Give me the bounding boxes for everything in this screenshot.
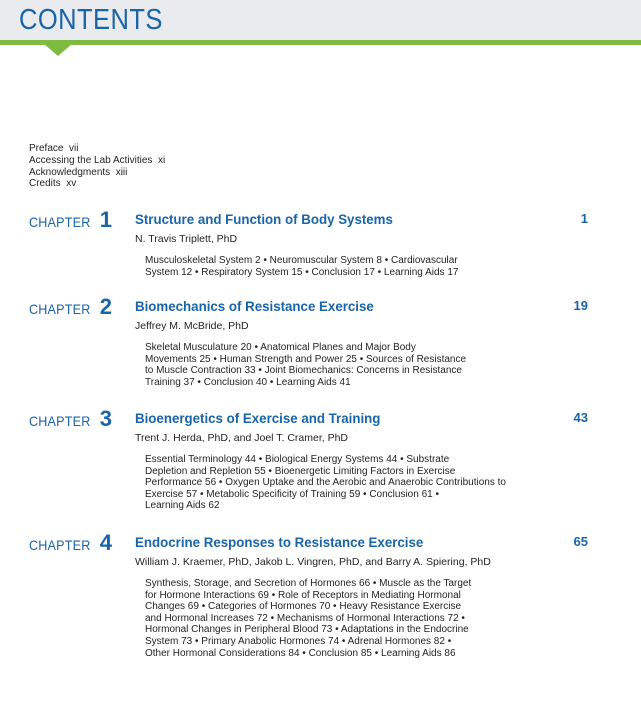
topic-line: Hormonal Changes in Peripheral Blood 73 • Adaptations in the Endocrine xyxy=(145,624,469,636)
topic-line: for Hormone Interactions 69 • Role of Receptors in Mediating Hormonal xyxy=(145,589,461,601)
chapter-label xyxy=(29,530,112,556)
topic-line: Training 37 • Conclusion 40 • Learning Aids 41 xyxy=(145,376,351,388)
topic-line: Skeletal Musculature 20 • Anatomical Planes and Major Body xyxy=(145,342,416,353)
chapter-page-number[interactable]: 43 xyxy=(573,410,588,425)
front-matter-list xyxy=(29,143,165,190)
chapter-title[interactable]: Bioenergetics of Exercise and Training xyxy=(135,410,381,426)
chapter-page-number[interactable]: 65 xyxy=(573,534,588,549)
chapter-authors: Jeffrey M. McBride, PhD xyxy=(135,320,249,332)
topic-line: Performance 56 • Oxygen Uptake and the Aerobic and Anaerobic Contributions to xyxy=(145,477,506,489)
chapter-page-number[interactable]: 1 xyxy=(580,211,588,226)
topic-line: Musculoskeletal System 2 • Neuromuscular System 8 • Cardiovascular xyxy=(145,255,458,266)
topic-line: Changes 69 • Categories of Hormones 70 • Heavy Resistance Exercise xyxy=(145,601,462,613)
topic-line: to Muscle Contraction 33 • Joint Biomechanics: Concerns in Resistance xyxy=(145,365,462,377)
chapter-number: 3 xyxy=(99,406,112,431)
front-matter-item-preface[interactable]: Preface vii xyxy=(29,143,79,154)
topic-line: Movements 25 • Human Strength and Power 25 • Sources of Resistance xyxy=(145,353,467,365)
chapter-word: CHAPTER xyxy=(29,214,91,230)
chapter-title[interactable]: Biomechanics of Resistance Exercise xyxy=(135,298,374,314)
chapter-label xyxy=(29,294,112,320)
chapter-word: CHAPTER xyxy=(29,301,91,317)
topic-line: Essential Terminology 44 • Biological Energy Systems 44 • Substrate xyxy=(145,454,450,465)
chapter-authors: N. Travis Triplett, PhD xyxy=(135,233,238,245)
chapter-topics xyxy=(145,255,570,278)
topic-line: Exercise 57 • Metabolic Specificity of Training 59 • Conclusion 61 • xyxy=(145,488,439,500)
topic-line: Depletion and Repletion 55 • Bioenergetic Limiting Factors in Exercise xyxy=(145,465,456,477)
header-notch-triangle xyxy=(44,44,72,56)
contents-header-band xyxy=(0,0,641,40)
chapter-topics xyxy=(145,342,570,388)
chapter-title[interactable]: Structure and Function of Body Systems xyxy=(135,211,393,227)
topic-line: Learning Aids 62 xyxy=(145,500,220,512)
chapter-word: CHAPTER xyxy=(29,537,91,553)
chapter-topics xyxy=(145,454,570,512)
topic-line: Other Hormonal Considerations 84 • Conclusion 85 • Learning Aids 86 xyxy=(145,647,456,659)
chapter-topics xyxy=(145,578,570,659)
chapter-word: CHAPTER xyxy=(29,413,91,429)
front-matter-item-lab-activities[interactable]: Accessing the Lab Activities xi xyxy=(29,154,166,166)
chapter-label xyxy=(29,207,112,233)
topic-line: System 73 • Primary Anabolic Hormones 74 • Adrenal Hormones 82 • xyxy=(145,635,452,647)
topic-line: and Hormonal Increases 72 • Mechanisms of Hormonal Interactions 72 • xyxy=(145,612,465,624)
chapter-authors: Trent J. Herda, PhD, and Joel T. Cramer, PhD xyxy=(135,432,349,444)
chapter-label xyxy=(29,406,112,432)
chapter-number: 1 xyxy=(99,207,112,232)
front-matter-item-acknowledgments[interactable]: Acknowledgments xiii xyxy=(29,166,128,178)
front-matter-item-credits[interactable]: Credits xv xyxy=(29,178,77,190)
header-accent-bar xyxy=(0,40,641,45)
chapter-number: 4 xyxy=(99,530,112,555)
chapter-number: 2 xyxy=(99,294,112,319)
topic-line: Synthesis, Storage, and Secretion of Hormones 66 • Muscle as the Target xyxy=(145,578,472,589)
topic-line: System 12 • Respiratory System 15 • Conclusion 17 • Learning Aids 17 xyxy=(145,266,459,278)
chapter-page-number[interactable]: 19 xyxy=(573,298,588,313)
chapter-authors: William J. Kraemer, PhD, Jakob L. Vingren, PhD, and Barry A. Spiering, PhD xyxy=(135,556,491,568)
page-title: CONTENTS xyxy=(19,4,163,36)
chapter-title[interactable]: Endocrine Responses to Resistance Exercise xyxy=(135,534,424,550)
